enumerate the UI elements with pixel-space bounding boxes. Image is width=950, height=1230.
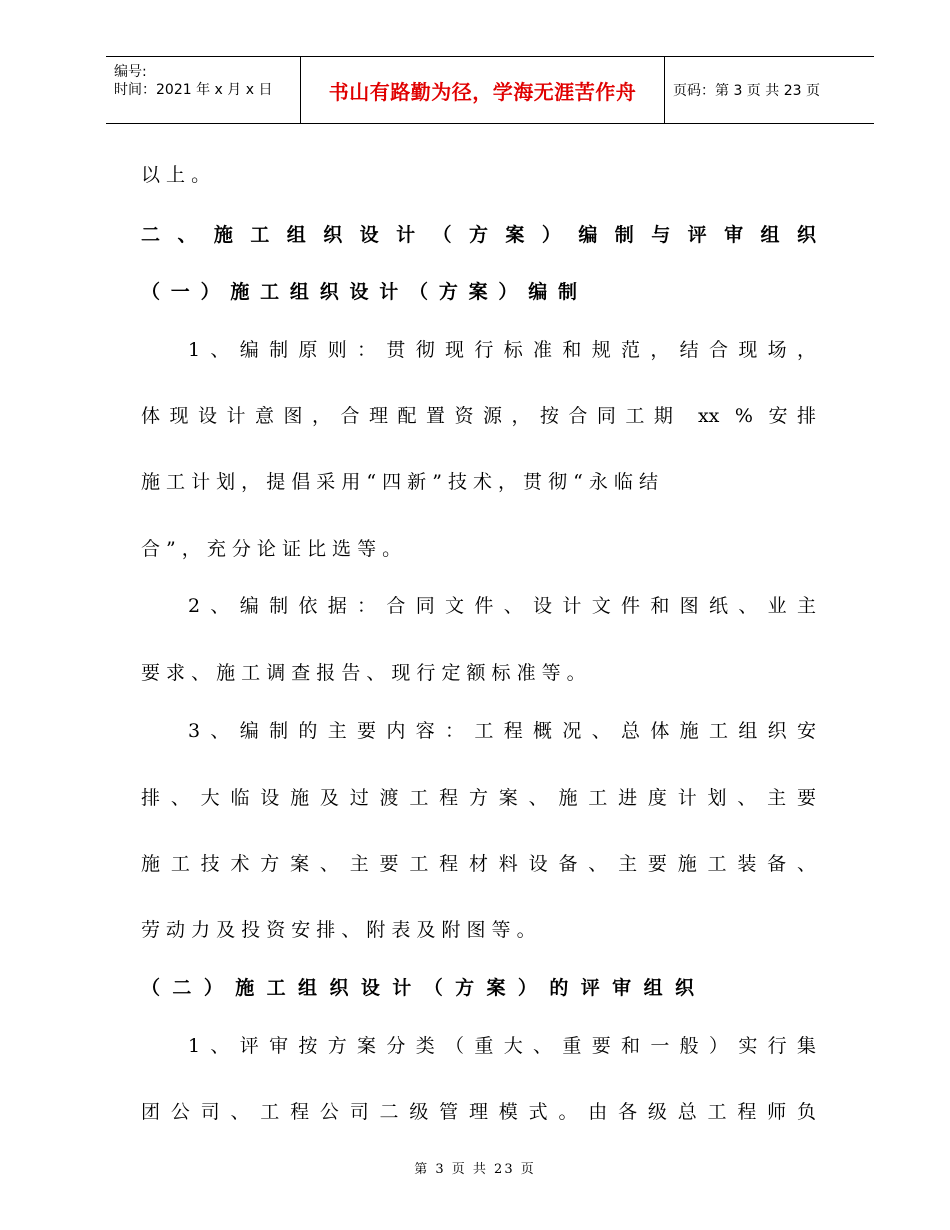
body-line: 3、编制的主要内容：工程概况、总体施工组织安 (188, 720, 816, 742)
body-line: 1、评审按方案分类（重大、重要和一般）实行集 (188, 1035, 816, 1057)
document-time-label: 时间：2021 年 x 月 x 日 (114, 82, 273, 98)
body-line: 体现设计意图，合理配置资源，按合同工期 xx % 安排 (141, 405, 816, 427)
body-line: 施工技术方案、主要工程材料设备、主要施工装备、 (141, 853, 816, 875)
header-page-code: 页码：第 3 页 共 23 页 (673, 83, 820, 99)
body-line: 要 求 、 施 工 调 查 报 告 、 现 行 定 额 标 准 等 。 (141, 662, 586, 684)
body-line: 劳 动 力 及 投 资 安 排 、 附 表 及 附 图 等 。 (141, 919, 536, 941)
body-line: 以 上 。 (141, 164, 211, 186)
body-line: 施 工 计 划 ， 提 倡 采 用 “ 四 新 ” 技 术 ， 贯 彻 “ 永 临 结 (141, 471, 658, 493)
section-heading: 二、施工组织设计（方案）编制与评审组织 (141, 224, 816, 246)
header-page-cell (665, 57, 874, 123)
body-line: 排、大临设施及过渡工程方案、施工进度计划、主要 (141, 787, 816, 809)
header-meta-cell (106, 57, 301, 123)
body-line: 2、编制依据：合同文件、设计文件和图纸、业主 (188, 595, 816, 617)
page-footer: 第 3 页 共 23 页 (414, 1162, 536, 1177)
header-motto-cell (301, 57, 665, 123)
page-header (106, 56, 874, 124)
header-motto: 书山有路勤为径，学海无涯苦作舟 (328, 79, 637, 104)
body-line: 团公司、工程公司二级管理模式。由各级总工程师负 (141, 1101, 816, 1123)
body-line: 合 ” ， 充 分 论 证 比 选 等 。 (141, 538, 402, 560)
document-number-label: 编号: (114, 64, 147, 80)
subsection-heading: （一）施工组织设计（方案）编制 (141, 281, 577, 303)
body-line: 1、编制原则：贯彻现行标准和规范，结合现场， (188, 339, 816, 361)
subsection-heading: （二）施工组织设计（方案）的评审组织 (141, 977, 694, 999)
